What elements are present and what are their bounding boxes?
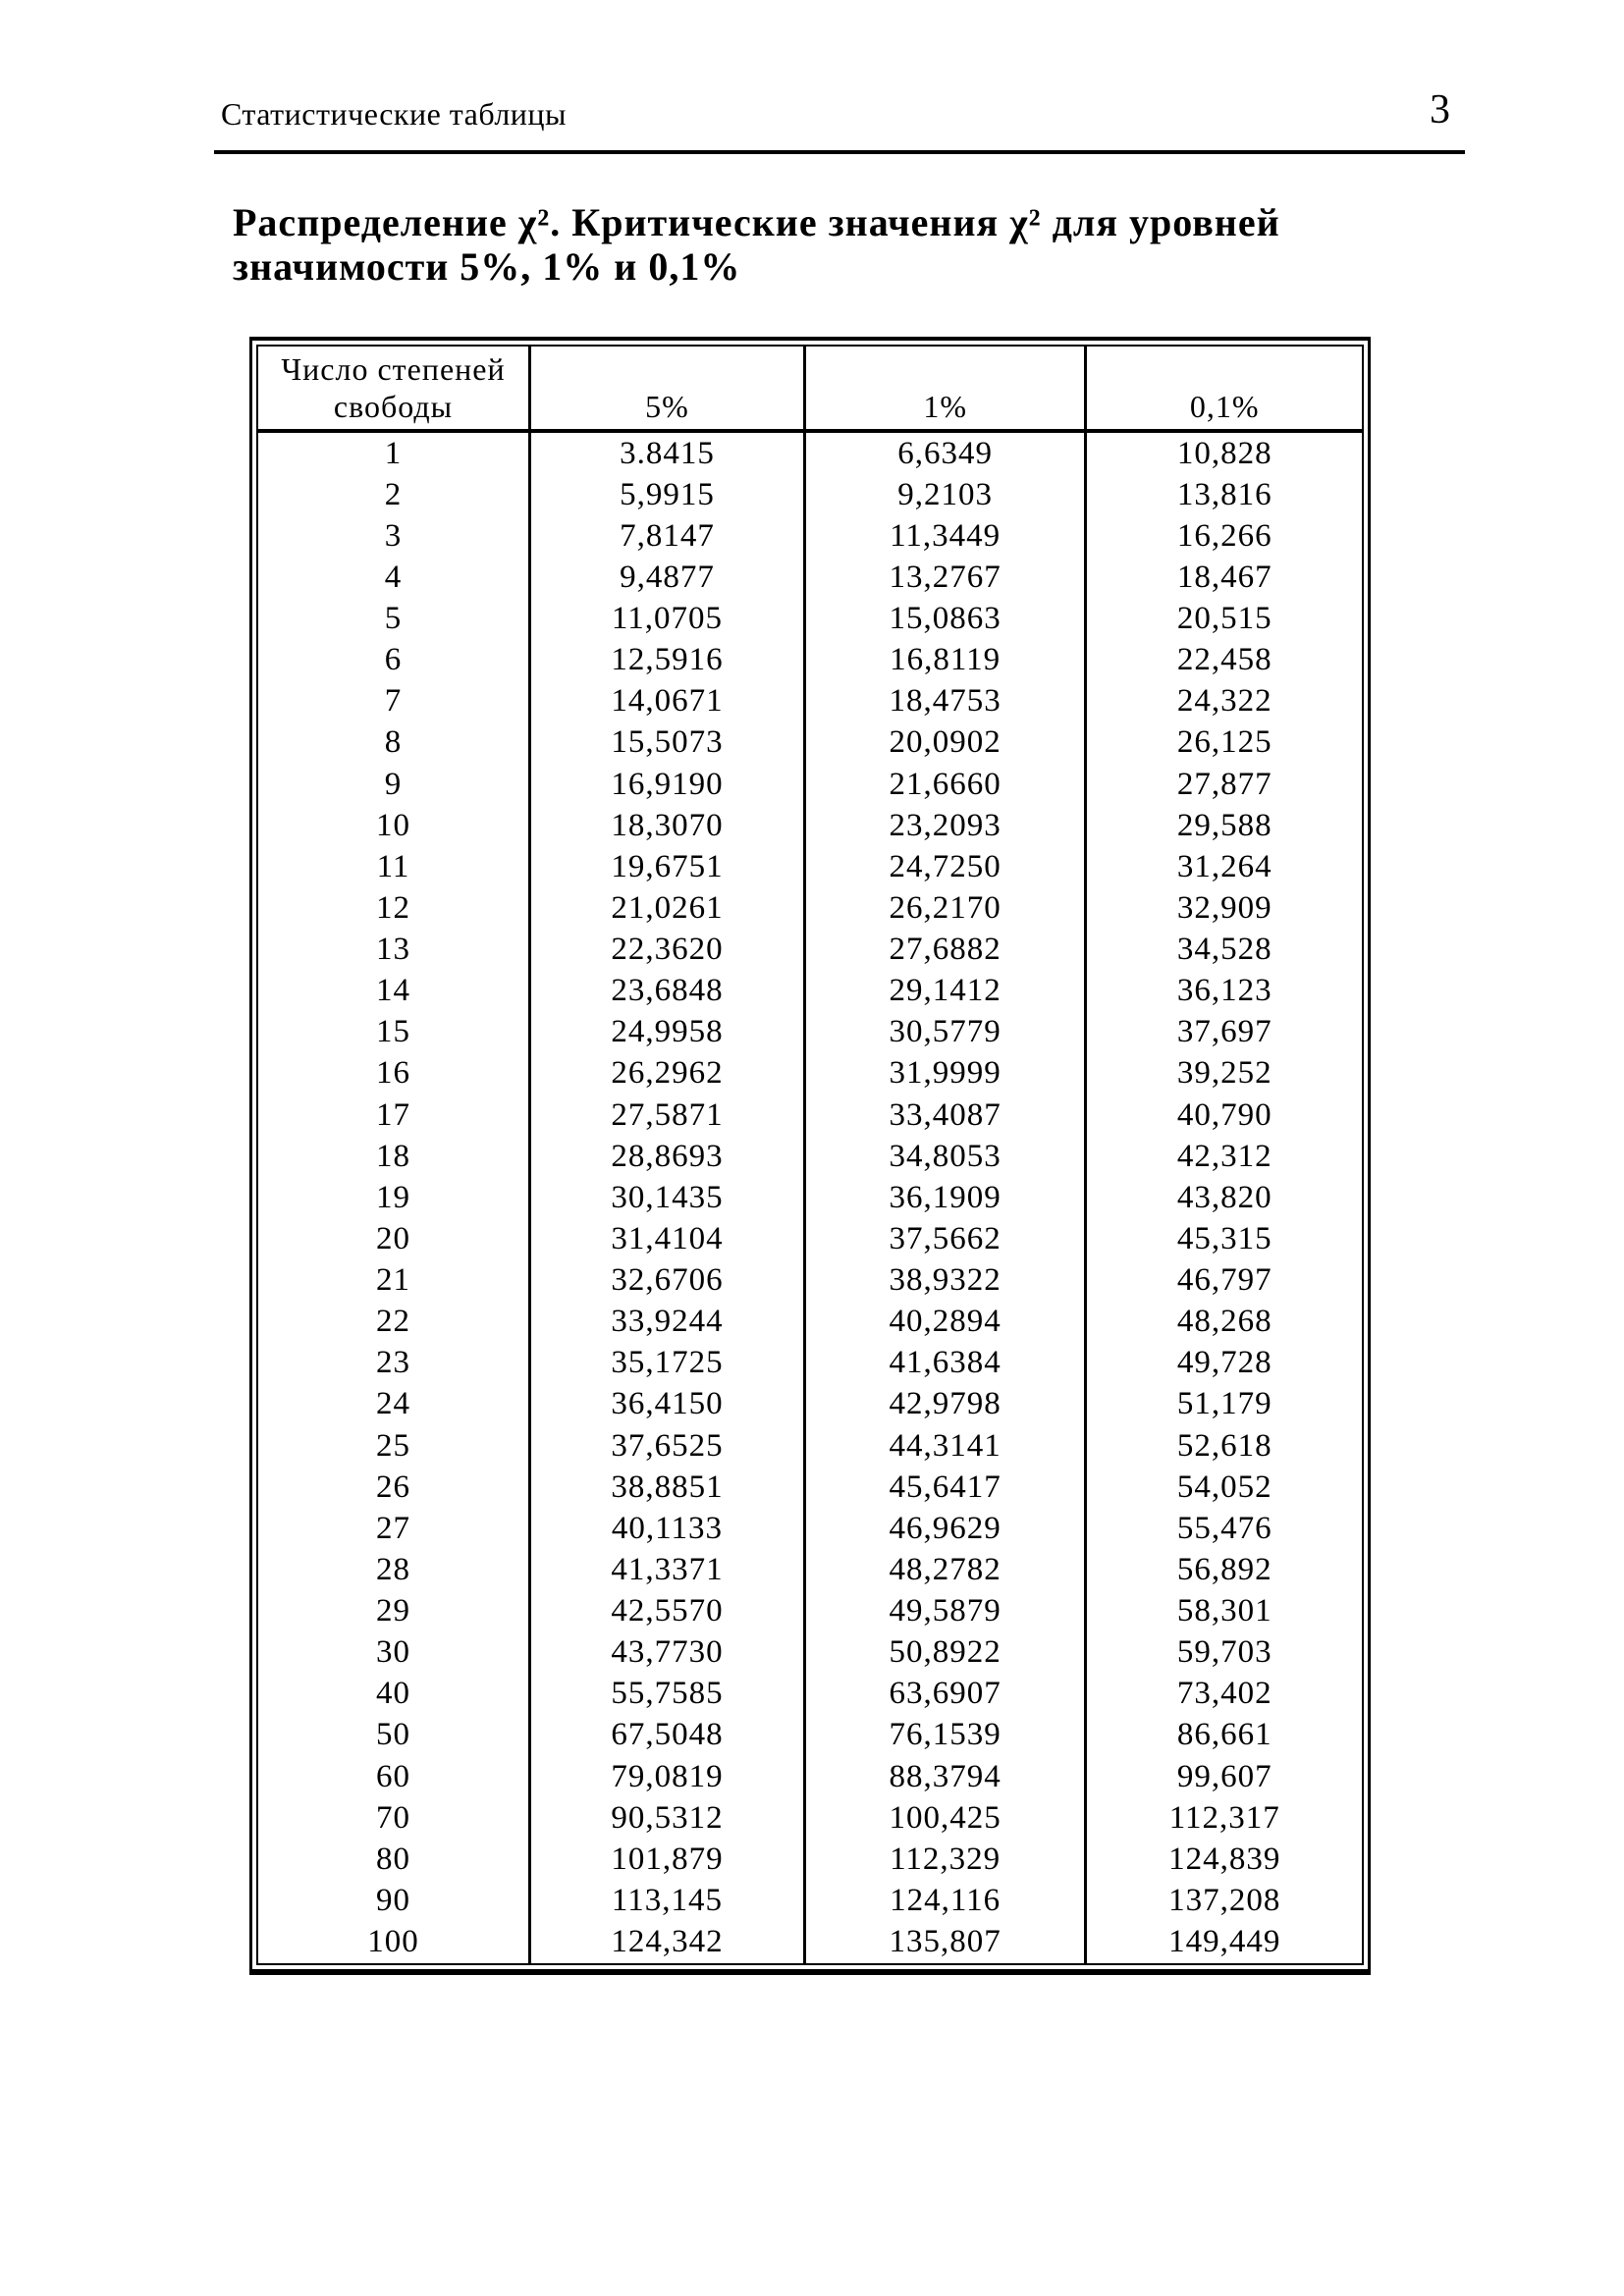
value-01pct-cell: 46,797 [1176, 1262, 1272, 1299]
value-1pct-cell: 46,9629 [804, 1508, 1086, 1549]
value-01pct-cell: 42,312 [1176, 1138, 1272, 1174]
value-5pct-cell: 101,879 [530, 1839, 805, 1880]
value-5pct-cell: 79,0819 [530, 1756, 805, 1797]
value-1pct-cell: 29,1412 [804, 971, 1086, 1012]
header-df-line2: свободы [333, 389, 454, 424]
value-01pct-cell: 40,790 [1176, 1096, 1272, 1133]
value-01pct-cell: 49,728 [1176, 1345, 1272, 1381]
value-1pct-cell: 30,5779 [804, 1012, 1086, 1053]
header-1-percent: 1% [804, 347, 1086, 431]
value-1pct-cell: 44,3141 [804, 1425, 1086, 1467]
value-5pct-cell: 90,5312 [530, 1797, 805, 1839]
value-01pct-cell: 13,816 [1176, 476, 1272, 512]
table-row [258, 681, 1362, 722]
header-01-percent: 0,1% [1086, 347, 1362, 431]
value-5pct-cell: 26,2962 [530, 1053, 805, 1095]
value-01pct-cell: 18,467 [1176, 559, 1272, 595]
value-5pct-cell: 31,4104 [530, 1218, 805, 1259]
value-1pct-cell: 40,2894 [804, 1302, 1086, 1343]
df-cell: 9 [258, 764, 530, 805]
value-1pct-cell: 26,2170 [804, 887, 1086, 929]
table-row [258, 1218, 1362, 1259]
value-5pct-cell: 30,1435 [530, 1177, 805, 1218]
df-cell: 26 [258, 1467, 530, 1508]
value-5pct-cell: 36,4150 [530, 1384, 805, 1425]
table-row [258, 1715, 1362, 1756]
df-cell: 4 [258, 557, 530, 598]
header-df-line1: Число степеней [281, 351, 506, 387]
chi-square-table-inner-frame [256, 345, 1364, 1965]
value-1pct-cell: 45,6417 [804, 1467, 1086, 1508]
table-row [258, 1797, 1362, 1839]
df-cell: 12 [258, 887, 530, 929]
df-cell: 25 [258, 1425, 530, 1467]
df-cell: 27 [258, 1508, 530, 1549]
table-row [258, 515, 1362, 557]
running-header-text: Статистические таблицы [221, 96, 568, 132]
df-cell: 21 [258, 1260, 530, 1302]
df-cell: 16 [258, 1053, 530, 1095]
table-row [258, 887, 1362, 929]
value-01pct-cell: 36,123 [1176, 973, 1272, 1009]
table-row [258, 1053, 1362, 1095]
value-5pct-cell: 32,6706 [530, 1260, 805, 1302]
value-1pct-cell: 31,9999 [804, 1053, 1086, 1095]
df-cell: 22 [258, 1302, 530, 1343]
value-1pct-cell: 18,4753 [804, 681, 1086, 722]
value-01pct-cell: 149,449 [1168, 1924, 1281, 1960]
df-cell: 6 [258, 640, 530, 681]
value-1pct-cell: 76,1539 [804, 1715, 1086, 1756]
df-cell: 18 [258, 1136, 530, 1177]
value-01pct-cell: 55,476 [1176, 1510, 1272, 1546]
table-row [258, 764, 1362, 805]
table-row [258, 805, 1362, 846]
value-1pct-cell: 33,4087 [804, 1095, 1086, 1136]
table-row [258, 930, 1362, 971]
df-cell: 60 [258, 1756, 530, 1797]
value-1pct-cell: 135,807 [804, 1922, 1086, 1963]
value-01pct-cell: 59,703 [1176, 1634, 1272, 1671]
df-cell: 80 [258, 1839, 530, 1880]
value-01pct-cell: 32,909 [1176, 889, 1272, 926]
value-1pct-cell: 50,8922 [804, 1632, 1086, 1674]
table-row [258, 1922, 1362, 1963]
value-1pct-cell: 11,3449 [804, 515, 1086, 557]
value-01pct-cell: 26,125 [1176, 724, 1272, 761]
table-row [258, 1136, 1362, 1177]
value-1pct-cell: 48,2782 [804, 1549, 1086, 1590]
table-row [258, 1467, 1362, 1508]
table-row [258, 1095, 1362, 1136]
value-5pct-cell: 40,1133 [530, 1508, 805, 1549]
df-cell: 14 [258, 971, 530, 1012]
value-01pct-cell: 37,697 [1176, 1014, 1272, 1050]
value-1pct-cell: 112,329 [804, 1839, 1086, 1880]
value-1pct-cell: 15,0863 [804, 599, 1086, 640]
value-5pct-cell: 67,5048 [530, 1715, 805, 1756]
doc-title [233, 200, 1470, 289]
table-row [258, 431, 1362, 474]
value-01pct-cell: 39,252 [1176, 1055, 1272, 1092]
value-1pct-cell: 23,2093 [804, 805, 1086, 846]
value-5pct-cell: 15,5073 [530, 722, 805, 764]
df-cell: 3 [258, 515, 530, 557]
value-5pct-cell: 16,9190 [530, 764, 805, 805]
table-row [258, 1343, 1362, 1384]
df-cell: 28 [258, 1549, 530, 1590]
value-1pct-cell: 6,6349 [804, 431, 1086, 474]
page-number: 3 [1430, 87, 1450, 133]
running-header [221, 96, 567, 133]
df-cell: 1 [258, 431, 530, 474]
value-1pct-cell: 20,0902 [804, 722, 1086, 764]
table-row [258, 474, 1362, 515]
df-cell: 24 [258, 1384, 530, 1425]
header-degrees-of-freedom [258, 347, 530, 431]
table-row [258, 1839, 1362, 1880]
value-5pct-cell: 21,0261 [530, 887, 805, 929]
table-row [258, 1177, 1362, 1218]
table-row [258, 1549, 1362, 1590]
df-cell: 13 [258, 930, 530, 971]
value-5pct-cell: 113,145 [530, 1880, 805, 1921]
value-5pct-cell: 28,8693 [530, 1136, 805, 1177]
table-row [258, 1756, 1362, 1797]
df-cell: 29 [258, 1591, 530, 1632]
value-1pct-cell: 34,8053 [804, 1136, 1086, 1177]
value-5pct-cell: 124,342 [530, 1922, 805, 1963]
doc-title-line2: значимости 5%, 1% и 0,1% [233, 244, 741, 289]
value-01pct-cell: 54,052 [1176, 1468, 1272, 1505]
table-row [258, 1632, 1362, 1674]
table-row [258, 557, 1362, 598]
value-5pct-cell: 43,7730 [530, 1632, 805, 1674]
value-01pct-cell: 10,828 [1176, 435, 1272, 471]
value-5pct-cell: 55,7585 [530, 1674, 805, 1715]
value-1pct-cell: 41,6384 [804, 1343, 1086, 1384]
value-5pct-cell: 33,9244 [530, 1302, 805, 1343]
value-1pct-cell: 37,5662 [804, 1218, 1086, 1259]
value-01pct-cell: 27,877 [1176, 766, 1272, 802]
value-1pct-cell: 13,2767 [804, 557, 1086, 598]
df-cell: 40 [258, 1674, 530, 1715]
df-cell: 90 [258, 1880, 530, 1921]
table-row [258, 1674, 1362, 1715]
value-5pct-cell: 19,6751 [530, 846, 805, 887]
header-5-percent: 5% [530, 347, 805, 431]
df-cell: 5 [258, 599, 530, 640]
table-row [258, 640, 1362, 681]
table-row [258, 1384, 1362, 1425]
value-01pct-cell: 31,264 [1176, 848, 1272, 884]
value-01pct-cell: 43,820 [1176, 1179, 1272, 1215]
value-01pct-cell: 58,301 [1176, 1593, 1272, 1629]
table-row [258, 1880, 1362, 1921]
value-1pct-cell: 88,3794 [804, 1756, 1086, 1797]
value-1pct-cell: 9,2103 [804, 474, 1086, 515]
critical-values-table [258, 347, 1362, 1963]
value-5pct-cell: 14,0671 [530, 681, 805, 722]
value-1pct-cell: 36,1909 [804, 1177, 1086, 1218]
df-cell: 15 [258, 1012, 530, 1053]
df-cell: 19 [258, 1177, 530, 1218]
value-5pct-cell: 37,6525 [530, 1425, 805, 1467]
value-1pct-cell: 63,6907 [804, 1674, 1086, 1715]
value-5pct-cell: 5,9915 [530, 474, 805, 515]
value-01pct-cell: 34,528 [1176, 932, 1272, 968]
value-5pct-cell: 7,8147 [530, 515, 805, 557]
value-01pct-cell: 112,317 [1168, 1799, 1280, 1836]
value-5pct-cell: 22,3620 [530, 930, 805, 971]
table-row [258, 1302, 1362, 1343]
value-01pct-cell: 22,458 [1176, 642, 1272, 678]
value-01pct-cell: 45,315 [1176, 1220, 1272, 1256]
table-row [258, 599, 1362, 640]
value-01pct-cell: 86,661 [1176, 1717, 1272, 1753]
value-01pct-cell: 99,607 [1176, 1758, 1272, 1794]
table-row [258, 1425, 1362, 1467]
value-5pct-cell: 12,5916 [530, 640, 805, 681]
value-01pct-cell: 124,839 [1168, 1841, 1281, 1877]
value-1pct-cell: 24,7250 [804, 846, 1086, 887]
value-1pct-cell: 42,9798 [804, 1384, 1086, 1425]
df-cell: 30 [258, 1632, 530, 1674]
value-5pct-cell: 38,8851 [530, 1467, 805, 1508]
value-5pct-cell: 27,5871 [530, 1095, 805, 1136]
value-1pct-cell: 27,6882 [804, 930, 1086, 971]
value-5pct-cell: 23,6848 [530, 971, 805, 1012]
value-01pct-cell: 24,322 [1176, 683, 1272, 720]
value-1pct-cell: 21,6660 [804, 764, 1086, 805]
table-row [258, 971, 1362, 1012]
value-1pct-cell: 16,8119 [804, 640, 1086, 681]
df-cell: 2 [258, 474, 530, 515]
df-cell: 17 [258, 1095, 530, 1136]
value-5pct-cell: 24,9958 [530, 1012, 805, 1053]
df-cell: 100 [258, 1922, 530, 1963]
df-cell: 10 [258, 805, 530, 846]
value-5pct-cell: 9,4877 [530, 557, 805, 598]
value-1pct-cell: 38,9322 [804, 1260, 1086, 1302]
value-01pct-cell: 56,892 [1176, 1551, 1272, 1587]
table-row [258, 1508, 1362, 1549]
table-row [258, 1012, 1362, 1053]
value-5pct-cell: 41,3371 [530, 1549, 805, 1590]
value-01pct-cell: 20,515 [1176, 601, 1272, 637]
header-rule [214, 150, 1465, 154]
value-01pct-cell: 29,588 [1176, 807, 1272, 843]
value-5pct-cell: 11,0705 [530, 599, 805, 640]
value-5pct-cell: 3.8415 [530, 431, 805, 474]
df-cell: 8 [258, 722, 530, 764]
value-1pct-cell: 49,5879 [804, 1591, 1086, 1632]
df-cell: 50 [258, 1715, 530, 1756]
value-5pct-cell: 42,5570 [530, 1591, 805, 1632]
value-01pct-cell: 48,268 [1176, 1304, 1272, 1340]
df-cell: 7 [258, 681, 530, 722]
value-01pct-cell: 73,402 [1176, 1676, 1272, 1712]
value-1pct-cell: 100,425 [804, 1797, 1086, 1839]
value-01pct-cell: 16,266 [1176, 517, 1272, 554]
df-cell: 11 [258, 846, 530, 887]
value-01pct-cell: 51,179 [1176, 1386, 1272, 1422]
table-row [258, 1591, 1362, 1632]
table-row [258, 1260, 1362, 1302]
value-01pct-cell: 52,618 [1176, 1427, 1272, 1464]
value-01pct-cell: 137,208 [1168, 1882, 1281, 1918]
df-cell: 23 [258, 1343, 530, 1384]
value-1pct-cell: 124,116 [804, 1880, 1086, 1921]
chi-square-table-frame [249, 337, 1371, 1975]
table-header-row [258, 347, 1362, 431]
df-cell: 20 [258, 1218, 530, 1259]
value-5pct-cell: 35,1725 [530, 1343, 805, 1384]
value-5pct-cell: 18,3070 [530, 805, 805, 846]
doc-title-line1: Распределение χ². Критические значения χ² для уровней [233, 200, 1280, 244]
table-row [258, 846, 1362, 887]
df-cell: 70 [258, 1797, 530, 1839]
table-row [258, 722, 1362, 764]
